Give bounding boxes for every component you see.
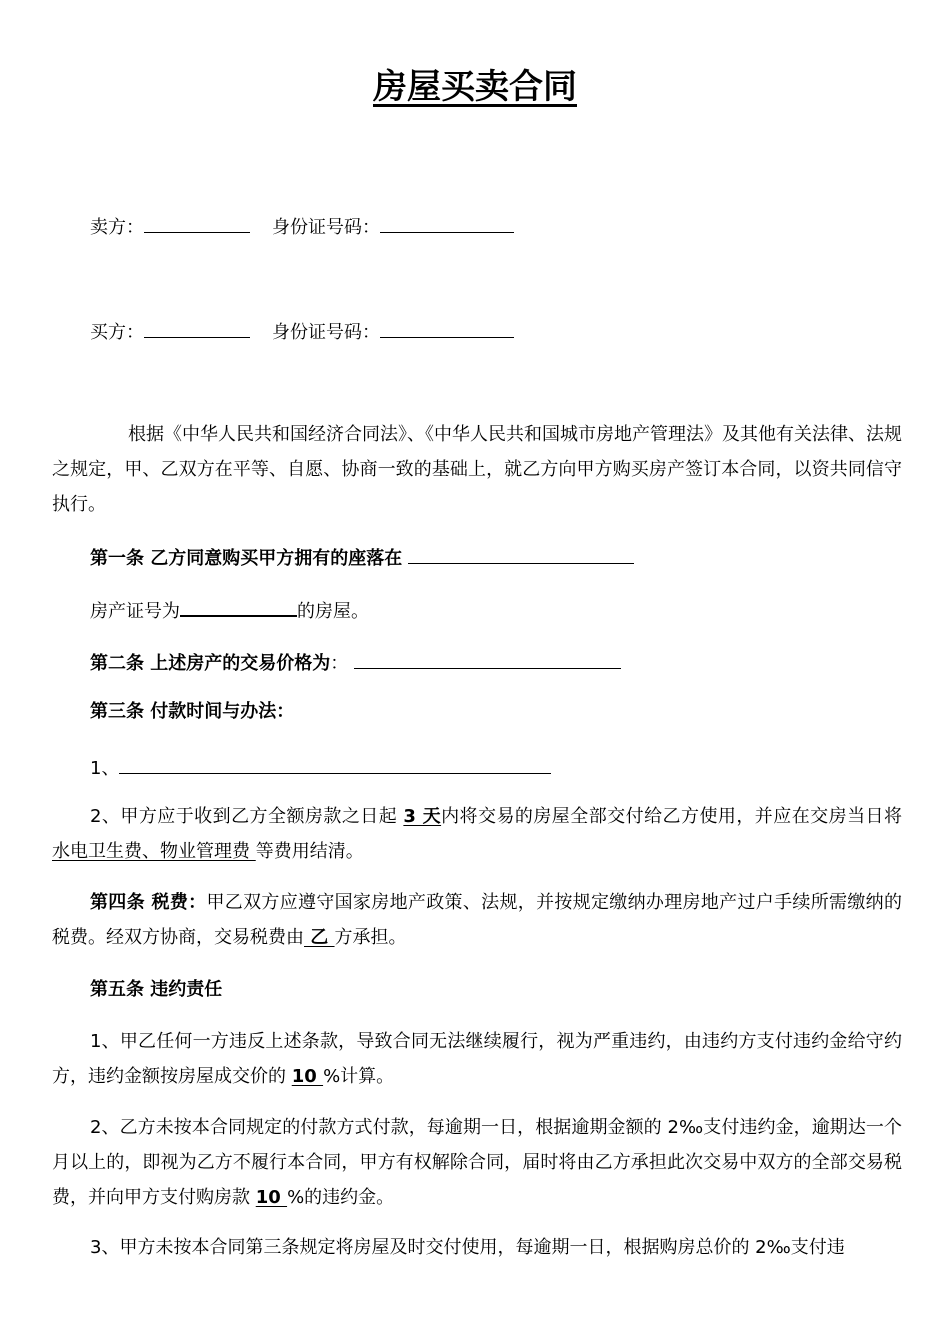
fees-to-settle: 水电卫生费、物业管理费 [52, 841, 256, 862]
title-text: 房屋买卖合同 [373, 67, 577, 107]
tax-bearing-party: 乙 [304, 927, 335, 948]
payment-item-2 [52, 799, 902, 869]
article-4-text-a: 甲乙双方应遵守国家房地产政策、法规，并按规定缴纳办理房地产过户手续所需缴纳的税费。经双方协商，交易税费由 [52, 892, 902, 948]
certificate-suffix: 的房屋。 [297, 601, 369, 622]
breach-item-2-text-b: %的违约金。 [287, 1187, 395, 1208]
breach-item-1-text-a: 1、甲乙任何一方违反上述条款，导致合同无法继续履行，视为严重违约，由违约方支付违约金给守约方，违约金额按房屋成交价的 [52, 1031, 902, 1087]
breach-item-1-percent: 10 [291, 1066, 324, 1087]
certificate-line [90, 595, 369, 624]
buyer-label: 买方： [90, 322, 144, 343]
article-4-text-b: 方承担。 [334, 927, 407, 948]
article-2-line [90, 648, 621, 676]
payment-item-1 [90, 753, 551, 781]
buyer-line [90, 317, 514, 345]
breach-item-2-text-a: 2、乙方未按本合同规定的付款方式付款，每逾期一日，根据逾期金额的 2‰支付违约金，逾期达一个月以上的，即视为乙方不履行本合同，甲方有权解除合同，届时将由乙方承担此次交易中双方的全部交易税费，并向甲方支付购房款 [52, 1117, 902, 1208]
article-1-line [90, 543, 634, 571]
breach-item-3: 3、甲方未按本合同第三条规定将房屋及时交付使用，每逾期一日，根据购房总价的 2‰支付违 [90, 1237, 845, 1258]
certificate-number-blank[interactable] [180, 595, 297, 617]
payment-method-blank[interactable] [119, 753, 551, 774]
breach-item-1 [52, 1024, 902, 1094]
handover-days: 3 天 [403, 806, 442, 827]
buyer-id-label: 身份证号码： [272, 322, 380, 343]
buyer-id-blank[interactable] [380, 317, 514, 338]
certificate-prefix: 房产证号为 [90, 601, 180, 622]
article-4-paragraph [52, 885, 902, 955]
article-2-colon: ： [330, 653, 349, 674]
breach-item-1-text-b: %计算。 [323, 1066, 395, 1087]
intro-paragraph: 根据《中华人民共和国经济合同法》、《中华人民共和国城市房地产管理法》及其他有关法律、法规之规定，甲、乙双方在平等、自愿、协商一致的基础上，就乙方向甲方购买房产签订本合同，以资共同信守执行。 [52, 424, 902, 515]
seller-id-blank[interactable] [380, 212, 514, 233]
property-location-blank[interactable] [408, 543, 634, 564]
article-5-heading: 第五条 违约责任 [90, 979, 223, 1000]
price-blank[interactable] [354, 648, 621, 669]
article-3-heading: 第三条 付款时间与办法： [90, 701, 295, 722]
buyer-name-blank[interactable] [144, 317, 250, 338]
payment-item-2-text-b: 内将交易的房屋全部交付给乙方使用，并应在交房当日将 [441, 806, 902, 827]
seller-id-label: 身份证号码： [272, 217, 380, 238]
seller-label: 卖方： [90, 217, 144, 238]
payment-item-2-text-a: 2、甲方应于收到乙方全额房款之日起 [90, 806, 404, 827]
article-2-heading: 第二条 上述房产的交易价格为 [90, 653, 331, 674]
article-4-heading: 第四条 税费： [90, 892, 207, 913]
breach-item-2-percent: 10 [255, 1187, 288, 1208]
seller-name-blank[interactable] [144, 212, 250, 233]
seller-line [90, 212, 514, 240]
payment-item-1-number: 1、 [90, 758, 120, 779]
payment-item-2-text-c: 等费用结清。 [255, 841, 364, 862]
article-1-heading: 第一条 乙方同意购买甲方拥有的座落在 [90, 548, 403, 569]
contract-title [0, 62, 950, 112]
breach-item-2 [52, 1110, 902, 1215]
